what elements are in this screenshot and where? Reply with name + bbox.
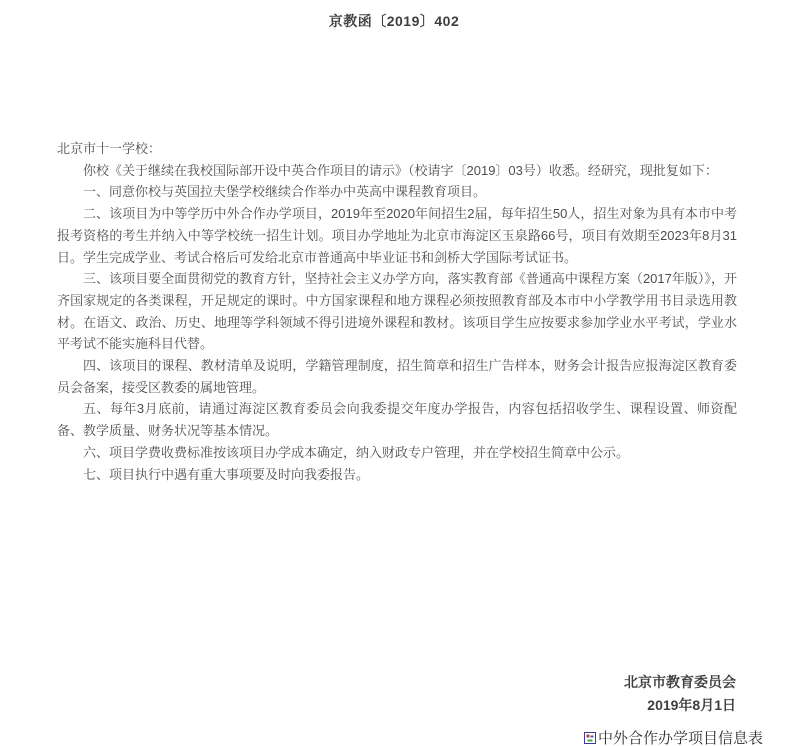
attachment-link[interactable]: 中外合作办学项目信息表	[597, 730, 763, 746]
broken-image-icon	[584, 731, 597, 744]
item-5-paragraph: 五、每年3月底前，请通过海淀区教育委员会向我委提交年度办学报告，内容包括招收学生、课程设置、师资配备、教学质量、财务状况等基本情况。	[57, 401, 737, 439]
item-2-paragraph: 二、该项目为中等学历中外合作办学项目，2019年至2020年间招生2届，每年招生50人，招生对象为具有本市中考报考资格的考生并纳入中等学校统一招生计划。项目办学地址为北京市海淀区玉泉路66号，项目有效期至2023年8月31日。学生完成学业、考试合格后可发给北京市普通高中毕业证书和剑桥大学国际考试证书。	[57, 206, 737, 265]
recipient-line: 北京市十一学校：	[57, 141, 162, 156]
issuer-name: 北京市教育委员会	[624, 674, 736, 691]
intro-paragraph: 你校《关于继续在我校国际部开设中英合作项目的请示》（校请字〔2019〕03号）收悉。经研究，现批复如下：	[83, 162, 718, 178]
item-4-paragraph: 四、该项目的课程、教材清单及说明，学籍管理制度，招生简章和招生广告样本，财务会计报告应报海淀区教育委员会备案，接受区教委的属地管理。	[57, 358, 737, 395]
item-7-paragraph: 七、项目执行中遇有重大事项要及时向我委报告。	[83, 466, 370, 482]
signature-block	[0, 671, 736, 717]
item-1-paragraph: 一、同意你校与英国拉夫堡学校继续合作举办中英高中课程教育项目。	[83, 184, 487, 200]
item-6-paragraph: 六、项目学费收费标准按该项目办学成本确定，纳入财政专户管理，并在学校招生简章中公示。	[83, 444, 630, 460]
signature-date: 2019年8月1日	[647, 697, 736, 714]
doc-body	[57, 138, 737, 485]
item-3-paragraph: 三、该项目要全面贯彻党的教育方针，坚持社会主义办学方向，落实教育部《普通高中课程方案（2017年版）》，开齐国家规定的各类课程，开足规定的课时。中方国家课程和地方课程必须按照教育部及本市中小学教学用书目录选用教材。在语文、政治、历史、地理等学科领域不得引进境外课程和教材。该项目学生应按要求参加学业水平考试，学业水平考试不能实施科目代替。	[57, 271, 737, 352]
attachment-row	[0, 730, 763, 746]
doc-number: 京教函〔2019〕402	[328, 13, 460, 29]
